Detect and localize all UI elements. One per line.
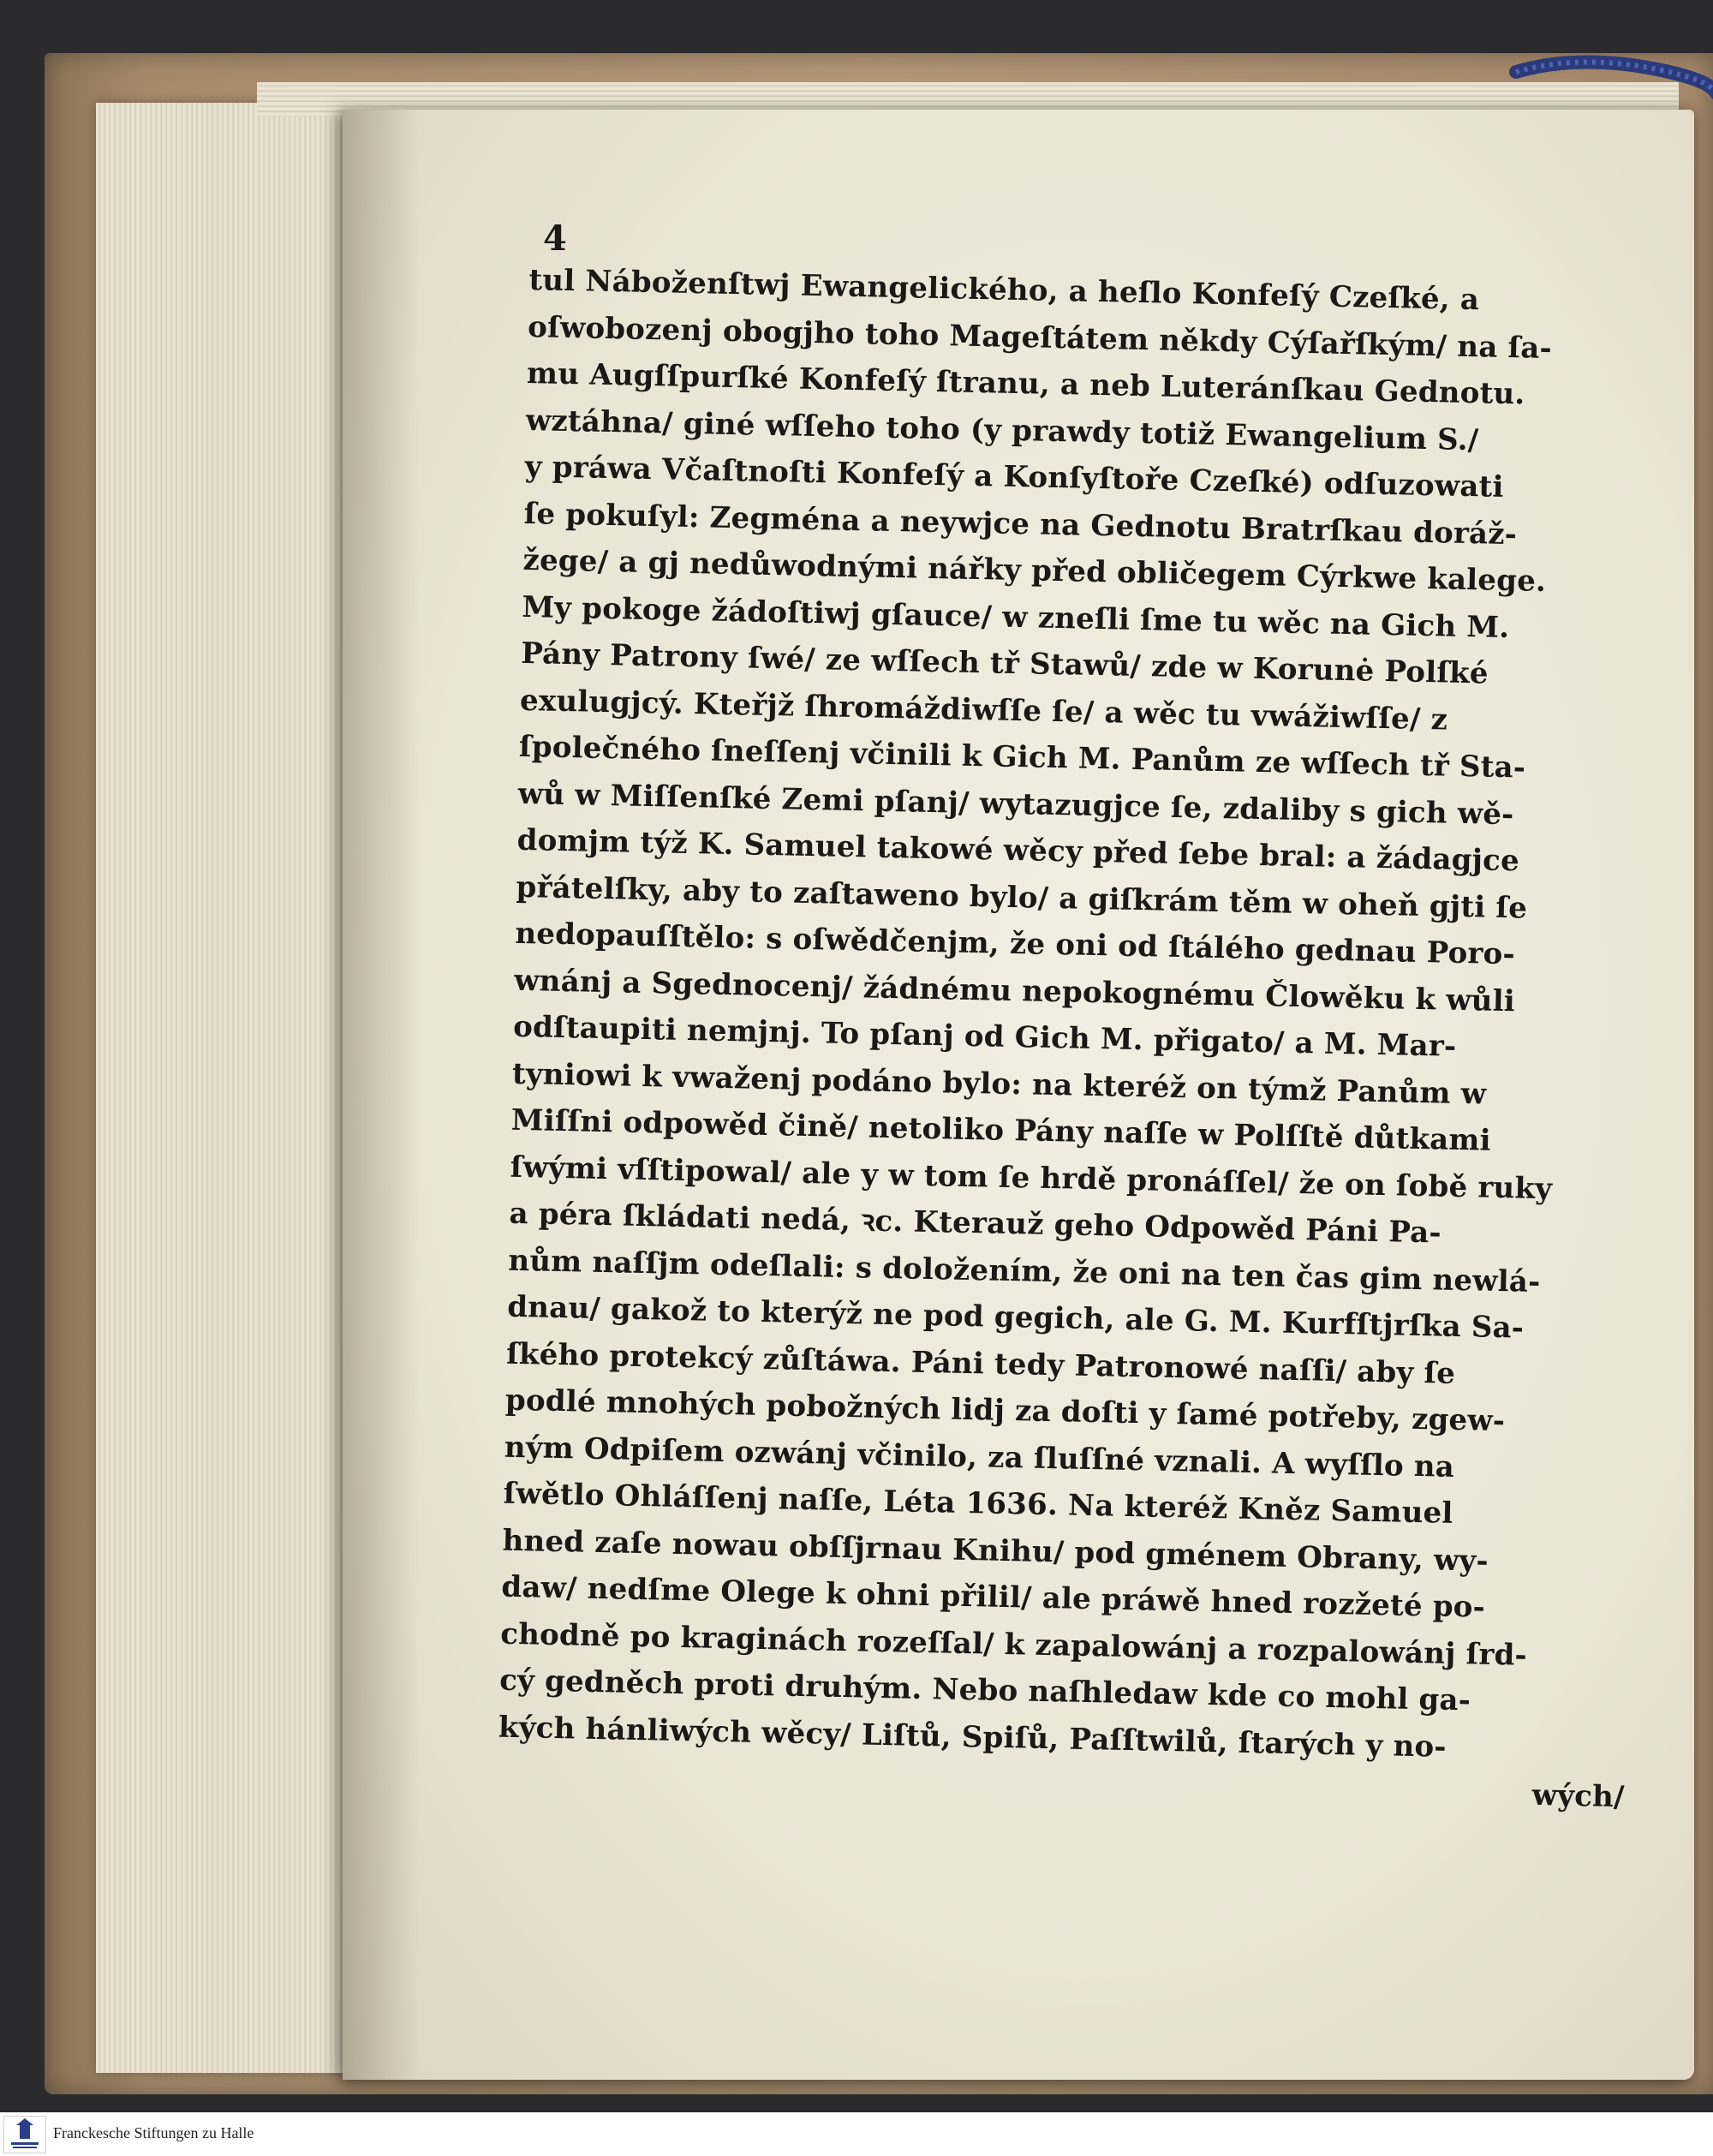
text-line: chodně po kraginách rozeſſal/ k zapalowánj a rozpalowánj ſrd- bbox=[499, 1616, 1528, 1673]
gutter-shadow bbox=[343, 110, 420, 2080]
text-line: oſwobozenj obogjho toho Mageſtátem někdy Cýſařſkým/ na ſa- bbox=[527, 309, 1553, 366]
text-line: podlé mnohých pobožných lidj za doſti y ſamé potřeby, zgew- bbox=[504, 1383, 1506, 1439]
text-line: nedopauſſtělo: s oſwědčenjm, že oni od ſtálého gednau Poro- bbox=[515, 916, 1516, 972]
text-line: y práwa Včaſtnoſti Konfeſý a Konſyſtoře Czeſké) odſuzowati bbox=[524, 449, 1504, 505]
text-line: ſe pokuſyl: Zegména a neywjce na Gednotu Bratrſkau doráž- bbox=[523, 496, 1518, 552]
page-edges bbox=[96, 103, 353, 2073]
footer-credit[interactable]: Franckesche Stiftungen zu Halle bbox=[53, 2124, 254, 2141]
text-line: a péra ſkládati nedá, ꝛc. Kterauž geho Odpowěd Páni Pa- bbox=[509, 1196, 1442, 1251]
text-line: My pokoge žádoſtiwj gſauce/ w zneſli ſme tu wěc na Gich M. bbox=[522, 589, 1510, 645]
text-line: ſpolečného ſneſſenj včinili k Gich M. Panům ze wſſech tř Sta- bbox=[518, 729, 1526, 785]
bookmark-ribbon bbox=[1507, 55, 1713, 115]
institution-logo-icon bbox=[3, 2116, 46, 2153]
text-line: přátelſky, aby to zaſtaweno bylo/ a giſkrám těm w oheň gjti ſe bbox=[516, 869, 1528, 926]
text-line: wů w Miſſenſké Zemi pſanj/ wytazugjce ſe, zdaliby s gich wě- bbox=[517, 776, 1514, 832]
text-line: exulugjcý. Kteřjž ſhromáždiwſſe ſe/ a wěc tu vwážiwſſe/ z bbox=[519, 683, 1448, 738]
text-line: hned zaſe nowau obſſjrnau Knihu/ pod gménem Obrany, wy- bbox=[502, 1523, 1489, 1579]
text-line: tyniowi k vwaženj podáno bylo: na kteréž on týmž Panům w bbox=[511, 1056, 1487, 1112]
text-line: daw/ nedſme Olege k ohni přilil/ ale práwě hned rozžeté po- bbox=[501, 1569, 1486, 1625]
text-line: wnánj a Sgednocenj/ žádnému nepokognému Člowěku k wůli bbox=[513, 963, 1516, 1018]
text-line: kých hánliwých wěcy/ Liſtů, Spiſů, Paſſtwilů, ſtarých y no- bbox=[498, 1710, 1447, 1765]
text-line: wztáhna/ giné wſſeho toho (y prawdy totiž Ewangelium S./ bbox=[525, 403, 1479, 457]
text-line: cý gedněch proti druhým. Nebo naſhledaw kde co mohl ga- bbox=[498, 1663, 1471, 1718]
page-text bbox=[497, 257, 1656, 1821]
text-line: domjm týž K. Samuel takowé wěcy před ſebe bral: a žádagjce bbox=[516, 822, 1520, 879]
footer-bar bbox=[0, 2112, 1713, 2156]
text-line: Miſſni odpowěd čině/ netoliko Pány naſſe w Polſſtě důtkami bbox=[510, 1102, 1492, 1158]
text-line: ſwětlo Ohláſſenj naſſe, Léta 1636. Na kteréž Kněz Samuel bbox=[503, 1476, 1453, 1531]
text-line: ſkého protekcý zůſtáwa. Páni tedy Patronowé naſſi/ aby ſe bbox=[505, 1336, 1456, 1391]
text-line: ným Odpiſem ozwánj včinilo, za ſluſſné vznali. A wyſſlo na bbox=[504, 1430, 1455, 1484]
text-line: ſwými vſſtipowal/ ale y w tom ſe hrdě pronáſſel/ že on ſobě ruky bbox=[510, 1150, 1553, 1206]
page-number: 4 bbox=[543, 218, 567, 259]
text-line: odſtaupiti nemjnj. To pſanj od Gich M. přigato/ a M. Mar- bbox=[512, 1009, 1457, 1064]
text-line: Pány Patrony ſwé/ ze wſſech tř Stawů/ zde w Korunė Polſké bbox=[520, 636, 1489, 691]
text-line: mu Augſſpurſké Konfeſý ſtranu, a neb Luteránſkau Gednotu. bbox=[526, 355, 1525, 412]
text-line: dnau/ gakož to kterýž ne pod gegich, ale G. M. Kurfſtjrſka Sa- bbox=[506, 1289, 1525, 1346]
text-line: tul Náboženſtwj Ewangelického, a heſlo Konfeſý Czeſké, a bbox=[528, 262, 1480, 318]
text-line: nům naſſjm odeſlali: s doložením, že oni na ten čas gim newlá- bbox=[508, 1243, 1541, 1299]
catchword: wých/ bbox=[1531, 1777, 1626, 1815]
text-line: žege/ a gj nedůwodnými nářky před obličegem Cýrkwe kalege. bbox=[522, 542, 1547, 599]
